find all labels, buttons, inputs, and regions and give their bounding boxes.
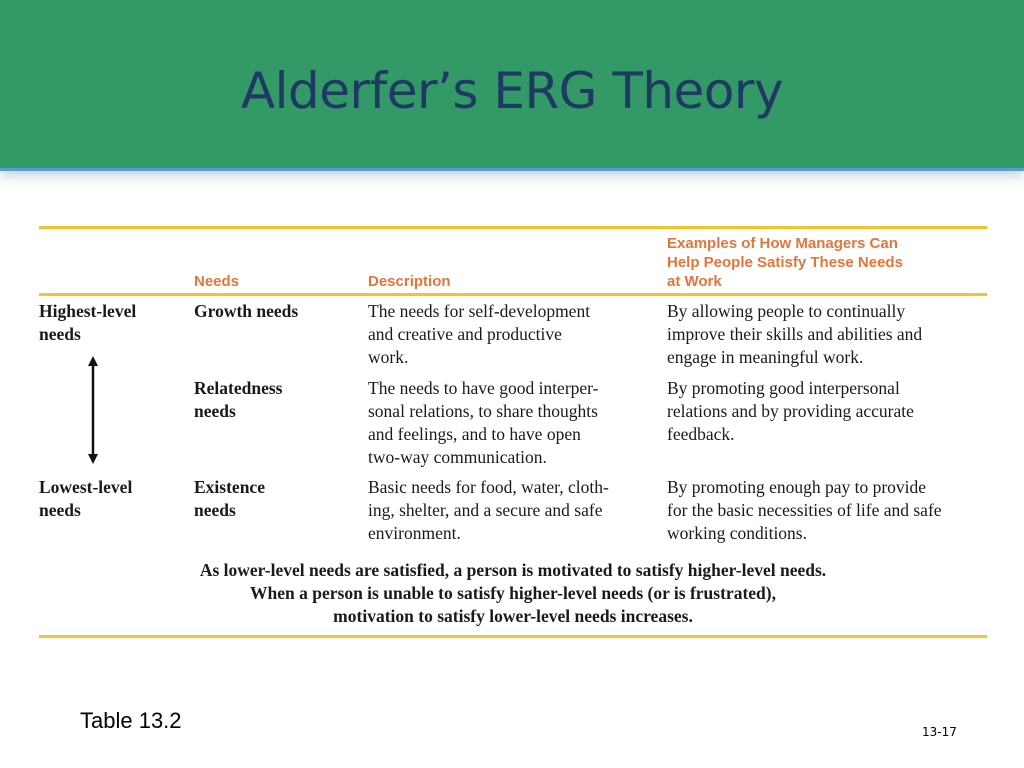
need-relatedness-line1: Relatedness [194,378,283,398]
example-line: By promoting enough pay to provide [667,477,927,497]
need-existence-line2: needs [194,500,236,520]
example-line: relations and by providing accurate [667,401,914,421]
need-growth [194,300,298,323]
footer-line: As lower-level needs are satisfied, a person is motivated to satisfy higher-level needs. [199,560,827,580]
desc-line: The needs for self-development [368,301,591,321]
need-relatedness [194,377,282,423]
desc-line: and creative and productive [368,324,562,344]
desc-relatedness [368,377,598,469]
table-header-rule [39,293,987,296]
highest-level-line1: Highest-level [39,301,137,321]
header-examples-line3: at Work [667,273,722,290]
need-relatedness-line2: needs [194,401,236,421]
desc-growth [368,300,590,369]
desc-line: environment. [368,523,461,543]
erg-table [39,226,987,638]
table-footer-note [39,559,987,628]
lowest-level-label [39,476,132,522]
header-examples [667,234,903,291]
example-line: By promoting good interpersonal [667,378,900,398]
example-line: improve their skills and abilities and [667,324,923,344]
lowest-level-line2: needs [39,500,81,520]
slide-title: Alderfer’s ERG Theory [240,62,784,120]
double-arrow-icon [88,356,98,464]
header-examples-line1: Examples of How Managers Can [667,235,898,252]
desc-line: work. [368,347,409,367]
example-line: working conditions. [667,523,807,543]
lowest-level-line1: Lowest-level [39,477,133,497]
header-description: Description [368,273,451,290]
example-line: engage in meaningful work. [667,347,864,367]
slide-number: 13-17 [922,725,957,739]
highest-level-line2: needs [39,324,81,344]
table-top-rule [39,226,987,229]
example-line: By allowing people to continually [667,301,906,321]
need-growth-line1: Growth needs [194,301,299,321]
desc-line: Basic needs for food, water, cloth- [368,477,609,497]
example-relatedness [667,377,914,446]
example-growth [667,300,922,369]
desc-existence [368,476,609,545]
highest-level-label [39,300,136,346]
footer-line: When a person is unable to satisfy higher-level needs (or is frustrated), [250,583,776,603]
title-bar [0,0,1024,171]
table-bottom-rule [39,635,987,638]
need-existence [194,476,265,522]
header-examples-line2: Help People Satisfy These Needs [667,254,903,271]
example-existence [667,476,942,545]
footer-line: motivation to satisfy lower-level needs increases. [333,606,693,626]
desc-line: The needs to have good interper- [368,378,599,398]
table-caption: Table 13.2 [80,708,182,733]
example-line: feedback. [667,424,735,444]
desc-line: ing, shelter, and a secure and safe [368,500,603,520]
desc-line: sonal relations, to share thoughts [368,401,598,421]
desc-line: two-way communication. [368,447,547,467]
example-line: for the basic necessities of life and safe [667,500,942,520]
need-existence-line1: Existence [194,477,265,497]
desc-line: and feelings, and to have open [368,424,581,444]
header-needs: Needs [194,273,240,290]
